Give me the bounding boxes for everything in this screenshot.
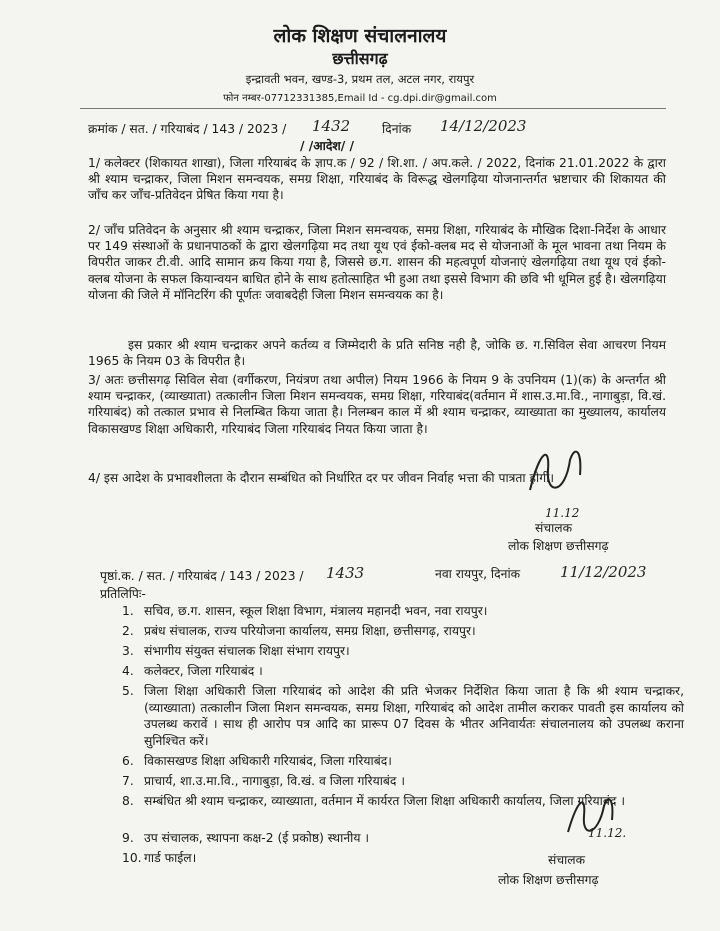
order-date-handwritten: 14/12/2023 <box>440 117 527 135</box>
paragraph-2: 2/ जाँच प्रतिवेदन के अनुसार श्री श्याम चन्द्राकर, जिला मिशन समन्वयक, समग्र शिक्षा, गरियाबंद के मौखिक दिशा-निर्देश के आधार पर 149 संस्थाओं के प्रधानपाठकों के द्वारा खेलगढ़िया मद तथा यूथ एवं ईको-क्लब मद से योजनाओं के मूल भावना तथा नियम के विपरीत जाकर टी.वी. आदि सामान क्रय किया गया है, जिससे छ.ग. शासन की महत्वपूर्ण योजनाएं खेलगढ़िया तथा यूथ एवं ईको-क्लब योजना के सफल कियान्वयन बाधित होने के साथ हतोत्साहित भी हुआ तथा इससे विभाग की छवि भी धूमिल हुई है। खेलगढ़िया योजना की जिले में मॉनिटरिंग की पूर्णतः जवाबदेही जिला मिशन समन्वयक का है। <box>88 223 666 302</box>
endorsement-number: पृष्ठां.क. / सत. / गरियाबंद / 143 / 2023 / <box>100 569 304 583</box>
copy-to-label: प्रतिलिपिः- <box>100 587 146 601</box>
signature-1-designation: संचालक <box>535 521 573 535</box>
signature-2-date: 11.12. <box>588 826 627 840</box>
signature-2-designation: संचालक <box>548 853 586 867</box>
paragraph-2b: इस प्रकार श्री श्याम चन्द्राकर अपने कर्तव्य व जिम्मेदारी के प्रति सनिष्ठ नही है, जोकि छ. ग.सिविल सेवा आचरण नियम 1965 के नियम 03 के विपरीत है। <box>88 338 666 369</box>
order-title: / /आदेश/ / <box>300 139 354 153</box>
order-number: क्रमांक / सत. / गरियाबंद / 143 / 2023 / <box>88 122 287 136</box>
endorsement-date-handwritten: 11/12/2023 <box>560 563 647 581</box>
signature-1-org: लोक शिक्षण छत्तीसगढ़ <box>508 539 609 553</box>
address: इन्द्रावती भवन, खण्ड-3, प्रथम तल, अटल नगर, रायपुर <box>245 72 475 86</box>
header-divider <box>80 108 666 109</box>
contact-info: फोन नम्बर-07712331385,Email Id - cg.dpi.dir@gmail.com <box>223 93 497 104</box>
state-name: छत्तीसगढ़ <box>332 49 388 68</box>
endorsement-place-date-label: नवा रायपुर, दिनांक <box>435 567 521 581</box>
paragraph-4: 4/ इस आदेश के प्रभावशीलता के दौरान सम्बंधित को निर्धारित दर पर जीवन निर्वाह भत्ता की पात्रता होगी। <box>88 471 555 485</box>
endorsement-number-handwritten: 1433 <box>326 564 365 582</box>
document-page: लोक शिक्षण संचालनालय छत्तीसगढ़ इन्द्रावती भवन, खण्ड-3, प्रथम तल, अटल नगर, रायपुर फोन नम्बर-07712331385,Email Id - cg.dpi.dir@gmail.com क्रमांक / सत. / गरियाबंद / 143 / 2023 / 1432 दिनांक 14/12/2023 / /आदेश/ / 1/ कलेक्टर (शिकायत शाखा), जिला गरियाबंद के ज्ञाप.क / 92 / शि.शा. / अप.कले. / 2022, दिनांक 21.01.2022 के द्वारा श्री श्याम चन्द्राकर, जिला मिशन समन्वयक, समग्र शिक्षा, गरियाबंद के विरूद्ध खेलगढ़िया योजनान्तर्गत भ्रष्टाचार की शिकायत की जाँच कर जाँच-प्रतिवेदन प्रेषित किया गया है। 2/ जाँच प्रतिवेदन के अनुसार श्री श्याम चन्द्राकर, जिला मिशन समन्वयक, समग्र शिक्षा, गरियाबंद के मौखिक दिशा-निर्देश के आधार पर 149 संस्थाओं के प्रधानपाठकों के द्वारा खेलगढ़िया मद तथा यूथ एवं ईको-क्लब मद से योजनाओं के मूल भावना तथा नियम के विपरीत जाकर टी.वी. आदि सामान क्रय किया गया है, जिससे छ.ग. शासन की महत्वपूर्ण योजनाएं खेलगढ़िया तथा यूथ एवं ईको-क्लब योजना के सफल कियान्वयन बाधित होने के साथ हतोत्साहित भी हुआ तथा इससे विभाग की छवि भी धूमिल हुई है। खेलगढ़िया योजना की जिले में मॉनिटरिंग की पूर्णतः जवाबदेही जिला मिशन समन्वयक का है। इस प्रकार श्री श्याम चन्द्राकर अपने कर्तव्य व जिम्मेदारी के प्रति सनिष्ठ नही है, जोकि छ. ग.सिविल सेवा आचरण नियम 1965 के नियम 03 के विपरीत है। 3/ अतः छत्तीसगढ़ सिविल सेवा (वर्गीकरण, नियंत्रण तथा अपील) नियम 1966 के नियम 9 के उपनियम (1)(क) के अन्तर्गत श्री श्याम चन्द्राकर, (व्याख्याता) तत्कालीन जिला मिशन समन्वयक, समग्र शिक्षा, गरियाबंद(वर्तमान में शास.उ.मा.वि., नागाबुड़ा, वि.खं. गरियाबंद) को तत्काल प्रभाव से निलम्बित किया जाता है। निलम्बन काल में श्री श्याम चन्द्राकर, व्याख्याता का मुख्यालय, कार्यालय विकासखण्ड शिक्षा अधिकारी, गरियाबंद जिला गरियाबंद नियत किया जाता है। 4/ इस आदेश के प्रभावशीलता के दौरान सम्बंधित को निर्धारित दर पर जीवन निर्वाह भत्ता की पात्रता होगी। 11.12 संचालक लोक शिक्षण छत्तीसगढ़ पृष्ठां.क. / सत. / गरियाबंद / 143 / 2023 / 1433 नवा रायपुर, दिनांक 11/12/2023 प्रतिलिपिः- 1. सचिव, छ.ग. शासन, स्कूल शिक्षा विभाग, मंत्रालय महानदी भवन, नवा रायपुर। 2. प्रबंध संचालक, राज्य परियोजना कार्यालय, समग्र शिक्षा, छत्तीसगढ़, रायपुर। 3. संभागीय संयुक्त संचालक शिक्षा संभाग रायपुर। 4. कलेक्टर, जिला गरियाबंद । 5. जिला शिक्षा अधिकारी जिला गरियाबंद को आदेश की प्रति भेजकर निर्देशित किया जाता है कि श्री श्याम चन्द्राकर, (व्याख्याता) तत्कालीन जिला मिशन समन्वयक, समग्र शिक्षा, गरियाबंद को आदेश तामील कराकर पावती इस कार्यालय को उपलब्ध करावें । साथ ही आरोप पत्र आदि का प्रारूप 07 दिवस के भीतर अनिवार्यतः संचालनालय को उपलब्ध कराना सुनिश्चित करें। 6. विकासखण्ड शिक्षा अधिकारी गरियाबंद, जिला गरियाबंद। 7. प्राचार्य, शा.उ.मा.वि., नागाबुड़ा, वि.खं. व जिला गरियाबंद । 8. सम्बंधित श्री श्याम चन्द्राकर, व्याख्याता, वर्तमान में कार्यरत जिला शिक्षा अधिकारी कार्यालय, जिला गरियाबंद । 9. उप संचालक, स्थापना कक्ष-2 (ई प्रकोष्ठ) स्थानीय । 10. गार्ड फाईल। 11.12. संचालक लोक शिक्षण छत्तीसगढ़ <box>0 0 720 931</box>
paragraph-1: 1/ कलेक्टर (शिकायत शाखा), जिला गरियाबंद के ज्ञाप.क / 92 / शि.शा. / अप.कले. / 2022, दिनांक 21.01.2022 के द्वारा श्री श्याम चन्द्राकर, जिला मिशन समन्वयक, समग्र शिक्षा, गरियाबंद के विरूद्ध खेलगढ़िया योजनान्तर्गत भ्रष्टाचार की शिकायत की जाँच कर जाँच-प्रतिवेदन प्रेषित किया गया है। <box>88 156 666 203</box>
order-number-handwritten: 1432 <box>312 117 351 135</box>
signature-1 <box>520 440 590 500</box>
signature-2-org: लोक शिक्षण छत्तीसगढ़ <box>498 873 599 887</box>
org-name: लोक शिक्षण संचालनालय <box>273 25 447 47</box>
order-date-label: दिनांक <box>382 122 412 136</box>
signature-1-date: 11.12 <box>545 506 580 520</box>
paragraph-3: 3/ अतः छत्तीसगढ़ सिविल सेवा (वर्गीकरण, नियंत्रण तथा अपील) नियम 1966 के नियम 9 के उपनियम (1)(क) के अन्तर्गत श्री श्याम चन्द्राकर, (व्याख्याता) तत्कालीन जिला मिशन समन्वयक, समग्र शिक्षा, गरियाबंद(वर्तमान में शास.उ.मा.वि., नागाबुड़ा, वि.खं. गरियाबंद) को तत्काल प्रभाव से निलम्बित किया जाता है। निलम्बन काल में श्री श्याम चन्द्राकर, व्याख्याता का मुख्यालय, कार्यालय विकासखण्ड शिक्षा अधिकारी, गरियाबंद जिला गरियाबंद नियत किया जाता है। <box>88 373 666 436</box>
